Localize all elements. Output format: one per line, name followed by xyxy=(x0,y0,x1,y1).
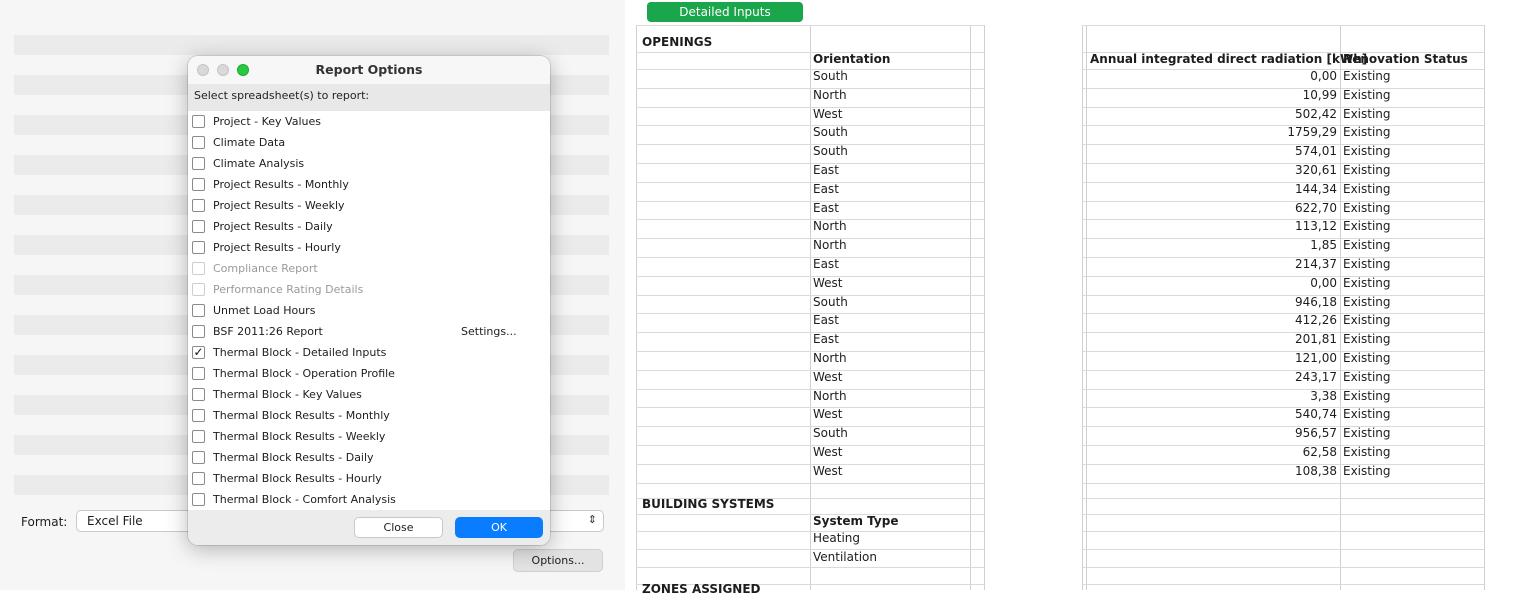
row-gridline xyxy=(636,219,984,220)
report-option-label: Thermal Block - Operation Profile xyxy=(213,367,395,380)
orientation-cell: West xyxy=(813,370,843,384)
orientation-cell: East xyxy=(813,257,839,271)
row-gridline xyxy=(1082,514,1484,515)
radiation-cell: 121,00 xyxy=(1295,351,1337,365)
report-option-checkbox[interactable] xyxy=(192,493,205,506)
orientation-cell: North xyxy=(813,88,847,102)
renovation-status-cell: Existing xyxy=(1343,69,1391,83)
renovation-status-cell: Existing xyxy=(1343,201,1391,215)
orientation-cell: West xyxy=(813,407,843,421)
row-gridline xyxy=(1082,531,1484,532)
system-type-header: System Type xyxy=(813,514,899,528)
zones-assigned-title: ZONES ASSIGNED xyxy=(642,582,761,596)
report-option-item[interactable] xyxy=(188,448,550,469)
row-gridline xyxy=(636,483,984,484)
radiation-cell: 243,17 xyxy=(1295,370,1337,384)
row-gridline xyxy=(636,464,984,465)
report-option-checkbox[interactable] xyxy=(192,388,205,401)
report-option-item[interactable] xyxy=(188,406,550,427)
system-type-cell: Heating xyxy=(813,531,861,545)
orientation-cell: South xyxy=(813,295,848,309)
report-option-item[interactable] xyxy=(188,133,550,154)
settings-link[interactable]: Settings... xyxy=(461,325,517,338)
row-gridline xyxy=(636,238,984,239)
options-button[interactable]: Options... xyxy=(513,549,603,572)
report-option-label: BSF 2011:26 Report xyxy=(213,325,323,338)
report-option-checkbox[interactable] xyxy=(192,472,205,485)
orientation-cell: North xyxy=(813,219,847,233)
renovation-status-cell: Existing xyxy=(1343,107,1391,121)
orientation-cell: South xyxy=(813,125,848,139)
column-gridline xyxy=(636,25,637,590)
renovation-status-cell: Existing xyxy=(1343,313,1391,327)
orientation-cell: East xyxy=(813,163,839,177)
renovation-status-cell: Existing xyxy=(1343,144,1391,158)
radiation-cell: 622,70 xyxy=(1295,201,1337,215)
renovation-status-cell: Existing xyxy=(1343,163,1391,177)
dialog-title: Report Options xyxy=(315,62,423,77)
dialog-titlebar xyxy=(188,56,550,84)
report-option-checkbox[interactable]: ✓ xyxy=(193,345,204,359)
renovation-status-cell: Existing xyxy=(1343,257,1391,271)
renovation-status-cell: Existing xyxy=(1343,464,1391,478)
row-gridline xyxy=(636,69,984,70)
renovation-status-cell: Existing xyxy=(1343,125,1391,139)
orientation-cell: East xyxy=(813,332,839,346)
row-gridline xyxy=(636,445,984,446)
report-option-item[interactable] xyxy=(188,490,550,511)
report-option-checkbox[interactable] xyxy=(192,136,205,149)
tab-detailed-inputs[interactable]: Detailed Inputs xyxy=(647,2,803,22)
report-option-item[interactable] xyxy=(188,217,550,238)
report-option-checkbox[interactable] xyxy=(192,325,205,338)
radiation-cell: 574,01 xyxy=(1295,144,1337,158)
radiation-cell: 320,61 xyxy=(1295,163,1337,177)
report-option-label: Thermal Block Results - Daily xyxy=(213,451,374,464)
report-option-item[interactable] xyxy=(188,427,550,448)
report-option-checkbox[interactable] xyxy=(192,220,205,233)
report-option-label: Project Results - Weekly xyxy=(213,199,345,212)
row-gridline xyxy=(636,107,984,108)
report-option-checkbox[interactable] xyxy=(192,178,205,191)
orientation-cell: North xyxy=(813,389,847,403)
report-option-label: Performance Rating Details xyxy=(213,283,364,296)
format-label: Format: xyxy=(21,515,68,529)
radiation-cell: 946,18 xyxy=(1295,295,1337,309)
column-gridline xyxy=(810,25,811,590)
report-option-checkbox[interactable] xyxy=(192,430,205,443)
orientation-cell: East xyxy=(813,182,839,196)
row-gridline xyxy=(1082,483,1484,484)
report-option-label: Thermal Block Results - Weekly xyxy=(213,430,386,443)
report-option-checkbox[interactable] xyxy=(192,157,205,170)
orientation-cell: South xyxy=(813,69,848,83)
ok-button[interactable]: OK xyxy=(455,517,543,538)
report-option-item[interactable] xyxy=(188,238,550,259)
row-gridline xyxy=(636,144,984,145)
row-gridline xyxy=(636,531,984,532)
building-systems-title: BUILDING SYSTEMS xyxy=(642,497,775,511)
radiation-cell: 1,85 xyxy=(1310,238,1337,252)
renovation-status-cell: Existing xyxy=(1343,276,1391,290)
row-gridline xyxy=(636,407,984,408)
report-option-checkbox[interactable] xyxy=(192,115,205,128)
orientation-cell: West xyxy=(813,276,843,290)
report-option-label: Project Results - Monthly xyxy=(213,178,349,191)
report-options-dialog xyxy=(188,56,550,545)
orientation-cell: West xyxy=(813,445,843,459)
orientation-cell: East xyxy=(813,201,839,215)
renovation-status-cell: Existing xyxy=(1343,182,1391,196)
renovation-status-cell: Existing xyxy=(1343,332,1391,346)
renovation-status-cell: Existing xyxy=(1343,351,1391,365)
format-value: Excel File xyxy=(87,514,143,528)
orientation-header: Orientation xyxy=(813,52,891,66)
row-gridline xyxy=(636,295,984,296)
report-option-checkbox xyxy=(192,262,205,275)
column-gridline xyxy=(1340,25,1341,590)
report-option-item[interactable] xyxy=(188,469,550,490)
report-option-label: Climate Data xyxy=(213,136,286,149)
report-option-checkbox[interactable] xyxy=(192,451,205,464)
report-option-label: Thermal Block - Comfort Analysis xyxy=(213,493,396,506)
radiation-cell: 214,37 xyxy=(1295,257,1337,271)
radiation-cell: 0,00 xyxy=(1310,276,1337,290)
renovation-status-cell: Existing xyxy=(1343,407,1391,421)
renovation-status-header: Renovation Status xyxy=(1343,52,1468,66)
renovation-status-cell: Existing xyxy=(1343,295,1391,309)
report-option-checkbox[interactable] xyxy=(192,367,205,380)
report-option-item[interactable] xyxy=(188,112,550,133)
row-gridline xyxy=(636,514,984,515)
report-option-checkbox[interactable] xyxy=(192,409,205,422)
radiation-cell: 10,99 xyxy=(1302,88,1337,102)
radiation-cell: 956,57 xyxy=(1295,426,1337,440)
report-option-item[interactable] xyxy=(188,322,550,343)
row-gridline xyxy=(636,276,984,277)
report-option-item xyxy=(188,280,550,301)
renovation-status-cell: Existing xyxy=(1343,88,1391,102)
radiation-cell: 3,38 xyxy=(1310,389,1337,403)
report-option-item[interactable] xyxy=(188,343,550,364)
report-option-label: Unmet Load Hours xyxy=(213,304,316,317)
row-gridline xyxy=(636,567,984,568)
report-option-item[interactable] xyxy=(188,364,550,385)
row-gridline xyxy=(636,52,984,53)
row-gridline xyxy=(636,351,984,352)
renovation-status-cell: Existing xyxy=(1343,426,1391,440)
orientation-cell: North xyxy=(813,238,847,252)
report-option-item[interactable] xyxy=(188,385,550,406)
row-gridline xyxy=(636,25,984,26)
close-button[interactable]: Close xyxy=(354,517,443,538)
report-option-checkbox[interactable] xyxy=(192,304,205,317)
dialog-prompt xyxy=(188,84,550,111)
orientation-cell: West xyxy=(813,107,843,121)
report-option-checkbox[interactable] xyxy=(192,241,205,254)
report-option-label: Compliance Report xyxy=(213,262,318,275)
report-option-item[interactable] xyxy=(188,175,550,196)
column-gridline xyxy=(1082,25,1083,590)
report-option-item xyxy=(188,259,550,280)
report-option-label: Project - Key Values xyxy=(213,115,321,128)
prompt-text: Select spreadsheet(s) to report: xyxy=(194,89,370,102)
renovation-status-cell: Existing xyxy=(1343,370,1391,384)
report-option-label: Thermal Block - Key Values xyxy=(213,388,362,401)
orientation-cell: South xyxy=(813,144,848,158)
list-row-stripe xyxy=(14,35,609,55)
row-gridline xyxy=(636,163,984,164)
report-option-item[interactable] xyxy=(188,301,550,322)
row-gridline xyxy=(636,201,984,202)
radiation-cell: 113,12 xyxy=(1295,219,1337,233)
system-type-cell: Ventilation xyxy=(813,550,877,564)
column-gridline xyxy=(1484,25,1485,590)
row-gridline xyxy=(636,549,984,550)
radiation-cell: 1759,29 xyxy=(1287,125,1337,139)
report-option-checkbox xyxy=(192,283,205,296)
orientation-cell: West xyxy=(813,464,843,478)
renovation-status-cell: Existing xyxy=(1343,238,1391,252)
orientation-cell: North xyxy=(813,351,847,365)
radiation-header: Annual integrated direct radiation [kWh] xyxy=(1090,52,1368,66)
spreadsheet xyxy=(636,0,1532,596)
openings-section-title: OPENINGS xyxy=(642,35,713,49)
column-gridline xyxy=(984,25,985,590)
report-checkbox-list xyxy=(188,112,550,510)
row-gridline xyxy=(1082,584,1484,585)
row-gridline xyxy=(636,125,984,126)
radiation-cell: 201,81 xyxy=(1295,332,1337,346)
row-gridline xyxy=(1082,25,1484,26)
radiation-cell: 144,34 xyxy=(1295,182,1337,196)
row-gridline xyxy=(636,182,984,183)
renovation-status-cell: Existing xyxy=(1343,219,1391,233)
orientation-cell: South xyxy=(813,426,848,440)
report-option-label: Thermal Block Results - Monthly xyxy=(213,409,390,422)
row-gridline xyxy=(636,389,984,390)
report-option-item[interactable] xyxy=(188,196,550,217)
row-gridline xyxy=(1082,567,1484,568)
dialog-button-bar xyxy=(188,510,550,545)
report-option-checkbox[interactable] xyxy=(192,199,205,212)
orientation-cell: East xyxy=(813,313,839,327)
row-gridline xyxy=(636,370,984,371)
radiation-cell: 412,26 xyxy=(1295,313,1337,327)
report-option-label: Thermal Block - Detailed Inputs xyxy=(213,346,387,359)
row-gridline xyxy=(636,313,984,314)
radiation-cell: 108,38 xyxy=(1295,464,1337,478)
report-option-item[interactable] xyxy=(188,154,550,175)
renovation-status-cell: Existing xyxy=(1343,389,1391,403)
column-gridline xyxy=(970,25,971,590)
report-option-label: Thermal Block Results - Hourly xyxy=(213,472,382,485)
radiation-cell: 540,74 xyxy=(1295,407,1337,421)
row-gridline xyxy=(636,88,984,89)
row-gridline xyxy=(636,332,984,333)
row-gridline xyxy=(636,426,984,427)
chevron-updown-icon: ⇕ xyxy=(587,513,597,526)
report-option-label: Project Results - Daily xyxy=(213,220,333,233)
renovation-status-cell: Existing xyxy=(1343,445,1391,459)
radiation-cell: 0,00 xyxy=(1310,69,1337,83)
radiation-cell: 502,42 xyxy=(1295,107,1337,121)
report-option-label: Climate Analysis xyxy=(213,157,305,170)
row-gridline xyxy=(1082,549,1484,550)
row-gridline xyxy=(636,257,984,258)
report-option-label: Project Results - Hourly xyxy=(213,241,341,254)
row-gridline xyxy=(1082,498,1484,499)
radiation-cell: 62,58 xyxy=(1302,445,1337,459)
